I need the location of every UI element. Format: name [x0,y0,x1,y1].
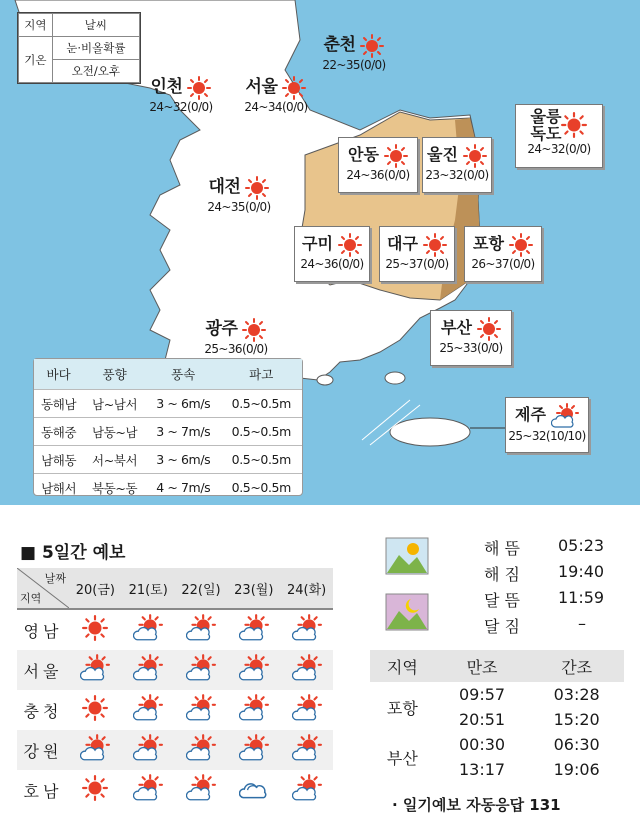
sun-icon [242,318,266,342]
sun-cloud-icon [292,774,322,802]
sun-icon [82,774,108,802]
sun-icon [360,34,384,58]
forecast-region: 호남 [23,781,63,801]
forecast-row [17,650,333,690]
sea-cell: 0.5~0.5m [221,418,302,446]
city-temp: 24~32(0/0) [149,99,213,114]
sea-cell: 0.5~0.5m [221,446,302,474]
sunrise-label: 해 뜸 [484,539,520,558]
city-temp: 24~35(0/0) [207,199,271,214]
city-name: 춘천 [323,35,356,55]
moonrise-time: 11:59 [558,588,605,607]
city-name: 안동 [347,145,379,164]
sun-icon [384,144,408,168]
forecast-cell [122,770,175,810]
forecast-cell [280,609,333,650]
city-temp: 24~32(0/0) [527,142,591,156]
sea-cell: 3 ~ 6m/s [146,446,221,474]
city-seoul [240,72,312,114]
tide-low: 15:20 [553,710,600,729]
sea-header: 바다 [34,359,83,390]
tide-low: 06:30 [553,735,600,754]
sun-cloud-icon [80,654,110,682]
city-temp: 25~33(0/0) [439,340,503,355]
forecast-cell [280,770,333,810]
forecast-region: 충청 [23,701,63,721]
sun-cloud-icon [133,694,163,722]
city-gwangju [200,314,272,356]
forecast-corner [17,568,69,609]
sun-cloud-icon [239,614,269,642]
forecast-cell [69,770,122,810]
city-chuncheon [318,30,390,72]
city-temp: 23~32(0/0) [425,167,489,182]
city-temp: 25~37(0/0) [385,256,449,271]
city-temp: 24~36(0/0) [300,256,364,271]
forecast-row [17,690,333,730]
map-legend [17,12,141,84]
sea-row [34,390,302,418]
forecast-region: 영남 [23,621,63,641]
city-name: 구미 [301,234,333,253]
sea-row [34,446,302,474]
sea-row [34,418,302,446]
sea-cell: 북동~동 [83,474,146,502]
sun-cloud-icon [133,614,163,642]
forecast-cell [227,690,280,730]
sun-cloud-icon [133,654,163,682]
city-gumi [294,226,370,282]
tide-high: 09:57 [459,685,506,704]
forecast-cell [227,770,280,810]
sun-cloud-icon [186,694,216,722]
sun-cloud-icon [239,734,269,762]
sun-cloud-icon [239,694,269,722]
forecast-table [17,568,333,810]
forecast-cell [280,650,333,690]
sun-icon [282,76,306,100]
city-name: 인천 [150,77,183,97]
city-name: 대구 [386,234,418,253]
city-busan [430,310,512,366]
sea-cell: 서~북서 [83,446,146,474]
legend-weather: 날씨 [52,14,139,37]
city-name: 울진 [426,145,458,164]
forecast-day: 20(금) [69,568,122,609]
sun-cloud-icon [292,734,322,762]
forecast-day: 21(토) [122,568,175,609]
city-name: 제주 [514,405,546,424]
forecast-cell [280,690,333,730]
city-temp: 22~35(0/0) [322,57,386,72]
sea-cell: 3 ~ 6m/s [146,390,221,418]
forecast-row [17,730,333,770]
city-temp: 26~37(0/0) [471,256,535,271]
tide-low: 03:28 [553,685,600,704]
moonrise-label: 달 뜸 [484,591,520,610]
forecast-cell [69,730,122,770]
tide-header: 지역 [370,650,435,682]
sun-icon [477,317,501,341]
forecast-day: 22(일) [175,568,228,609]
sun-cloud-icon [133,734,163,762]
legend-ampm: 오전/오후 [52,60,139,83]
sun-cloud-icon [186,654,216,682]
city-jeju [505,397,589,453]
sun-icon [338,233,362,257]
tide-header: 간조 [529,650,624,682]
sun-icon [245,176,269,200]
sea-header: 풍속 [146,359,221,390]
legend-temp: 기온 [19,37,53,83]
moonrise-icon [385,593,429,631]
city-pohang [464,226,542,282]
auto-response-info: · 일기예보 자동응답 131 [392,796,561,814]
tide-low: 19:06 [553,760,600,779]
forecast-cell [122,730,175,770]
forecast-cell [122,650,175,690]
sea-cell: 남~남서 [83,390,146,418]
forecast-cell [69,650,122,690]
city-andong [338,137,418,193]
tide-row [370,682,624,707]
sea-cell: 남해서 [34,474,83,502]
sun-cloud-icon [186,614,216,642]
forecast-cell [175,690,228,730]
city-ulleung [515,104,603,168]
moonset-time: – [578,614,586,633]
forecast-cell [122,609,175,650]
sunset-time: 19:40 [558,562,605,581]
tide-high: 00:30 [459,735,506,754]
sun-icon [187,76,211,100]
legend-region: 지역 [19,14,53,37]
corner-date: 날짜 [44,572,66,585]
forecast-title: ■ 5일간 예보 [20,543,126,563]
city-daegu [379,226,455,282]
sea-cell: 3 ~ 7m/s [146,418,221,446]
cloud-icon [239,774,269,802]
city-name: 서울 [245,77,278,97]
forecast-day: 23(월) [227,568,280,609]
sun-icon [423,233,447,257]
city-name: 광주 [205,319,238,339]
sea-condition-table [33,358,303,496]
sunset-label: 해 짐 [484,565,520,584]
sun-icon [82,614,108,642]
forecast-row [17,609,333,650]
tide-row [370,732,624,757]
forecast-cell [227,730,280,770]
sea-header: 풍향 [83,359,146,390]
tide-high: 13:17 [459,760,506,779]
legend-precip: 눈·비올확률 [52,37,139,60]
sun-cloud-icon [186,734,216,762]
city-incheon [145,72,217,114]
forecast-cell [227,650,280,690]
sun-cloud-icon [292,614,322,642]
forecast-cell [175,650,228,690]
corner-region: 지역 [20,592,42,605]
tide-header: 만조 [435,650,530,682]
tide-table [370,650,624,782]
sunrise-time: 05:23 [558,536,605,555]
sea-cell: 동해남 [34,390,83,418]
city-name: 울릉 [530,107,562,126]
sun-icon [561,112,587,138]
city-name: 포항 [472,234,504,253]
forecast-cell [280,730,333,770]
sun-cloud-icon [186,774,216,802]
sun-icon [463,144,487,168]
city-temp: 24~34(0/0) [244,99,308,114]
forecast-cell [175,770,228,810]
moonset-label: 달 짐 [484,617,520,636]
forecast-region: 강원 [17,730,69,770]
city-name: 대전 [208,177,241,197]
sea-cell: 0.5~0.5m [221,474,302,502]
sea-cell: 4 ~ 7m/s [146,474,221,502]
forecast-cell [69,690,122,730]
sun-cloud-icon [80,734,110,762]
sea-header: 파고 [221,359,302,390]
forecast-cell [175,609,228,650]
sun-cloud-icon [292,694,322,722]
sea-cell: 남해동 [34,446,83,474]
sun-cloud-icon [133,774,163,802]
sun-cloud-icon [292,654,322,682]
forecast-cell [227,609,280,650]
city-daejeon [203,172,275,214]
tide-high: 20:51 [459,710,506,729]
forecast-day: 24(화) [280,568,333,609]
sunrise-icon [385,537,429,575]
sun-cloud-icon [239,654,269,682]
forecast-cell [69,609,122,650]
city-uljin [422,137,492,193]
city-temp: 25~36(0/0) [204,341,268,356]
city-name: 부산 [440,318,472,337]
city-temp: 24~36(0/0) [346,167,410,182]
forecast-region: 서울 [17,650,69,690]
forecast-cell [175,730,228,770]
sun-cloud-icon [551,403,579,429]
sea-cell: 0.5~0.5m [221,390,302,418]
tide-place: 포항 [386,698,418,718]
forecast-cell [122,690,175,730]
sun-icon [82,694,108,722]
tide-place: 부산 [386,748,418,768]
city-name-2: 독도 [530,124,562,143]
sea-row [34,474,302,502]
forecast-row [17,770,333,810]
sun-icon [509,233,533,257]
sea-cell: 동해중 [34,418,83,446]
city-temp: 25~32(10/10) [508,428,586,443]
sea-cell: 남동~남 [83,418,146,446]
